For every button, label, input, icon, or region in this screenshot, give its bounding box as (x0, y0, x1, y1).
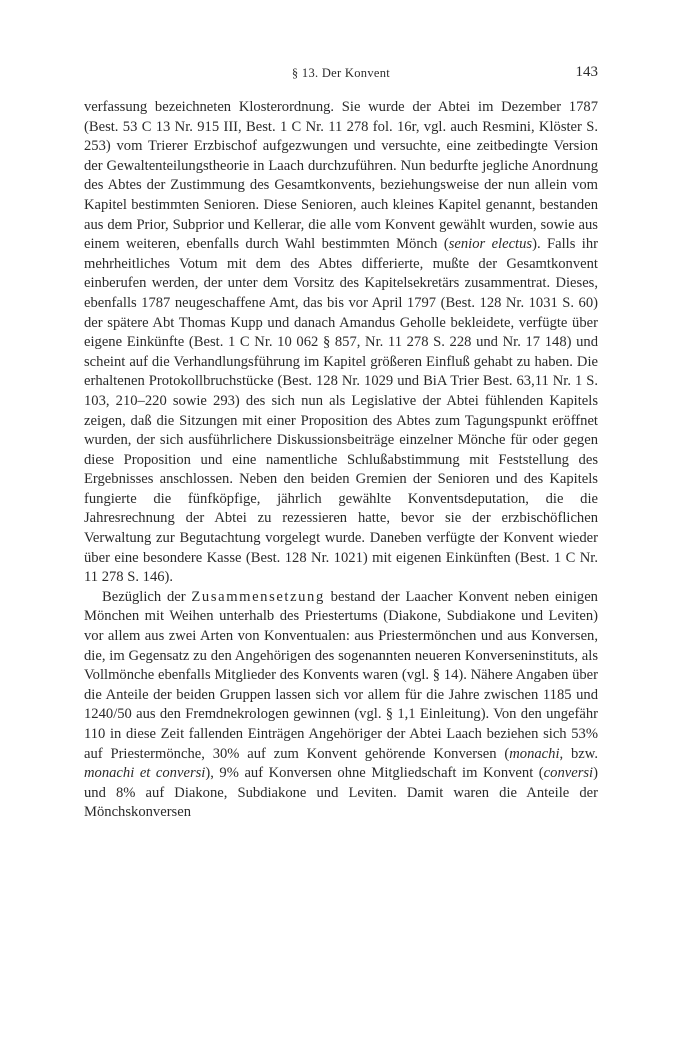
running-head (84, 64, 598, 84)
text-run: ), 9% auf Konversen ohne Mitgliedschaft im Konvent ( (205, 765, 544, 782)
paragraph (84, 98, 598, 588)
text-run: ) und 8% auf Diakone, Subdiakone und Leviten. Damit waren die Anteile der Mönchskonversen (84, 765, 598, 821)
latin-term: conversi (543, 765, 594, 782)
latin-term: monachi (509, 745, 560, 762)
paragraph (84, 588, 598, 823)
latin-term: senior electus (448, 236, 533, 253)
spaced-emphasis: Zusammensetzung (191, 588, 325, 605)
body-text (84, 98, 598, 823)
text-run: Bezüglich der (102, 588, 192, 605)
running-title: § 13. Der Konvent (291, 66, 391, 80)
text-run: ). Falls ihr mehrheitliches Votum mit dem des Abtes differierte, mußte der Gesamtkonvent einberufen werden, der unter dem Vorsitz des Kapitelsekretärs zusammentrat. Dieses, ebenfalls 1787 neugeschaffene Amt, das bis vor April 1797 (Best. 128 Nr. 1031 S. 60) der spätere Abt Thomas Kupp und danach Amandus Geholle bekleidete, verfügte über eigene Einkünfte (Best. 1 C Nr. 10 062 § 857, Nr. 11 278 S. 228 und Nr. 17 148) und scheint auf die Verhandlungsführung im Kapitel größeren Einfluß gehabt zu haben. Die erhaltenen Protokollbruchstücke (Best. 128 Nr. 1029 und BiA Trier Best. 63,11 Nr. 1 S. 103, 210–220 sowie 293) des sich nun als Legislative der Abtei fühlenden Kapitels zeigen, daß die Sitzungen mit einer Proposition des Abtes zum Tagungspunkt eröffnet wurden, der sich ausführlichere Diskussionsbeiträge einzelner Mönche für oder gegen diese Proposition und eine namentliche Schlußabstimmung mit Feststellung des Ergebnisses anschlossen. Neben den beiden Gremien der Senioren und des Kapitels fungierte die fünfköpfige, jährlich gewählte Konventsdeputation, die die Jahresrechnung der Abtei zu rezessieren hatte, bevor sie der erzbischöflichen Verwaltung zur Begutachtung vorgelegt wurde. Daneben verfügte der Konvent wieder über eine besondere Kasse (Best. 128 Nr. 1021) mit eigenen Einkünften (Best. 1 C Nr. 11 278 S. 146). (84, 236, 598, 586)
text-run: bestand der Laacher Konvent neben einigen Mönchen mit Weihen unterhalb des Priestertums (Diakone, Subdiakone und Leviten) vor allem aus zwei Arten von Konventualen: aus Priestermönchen und aus Konversen, die, im Gegensatz zu den Angehörigen des sogenannten neueren Konverseninstituts, als Vollmönche ebenfalls Mitglieder des Konvents waren (vgl. § 14). Nähere Angaben über die Anteile der beiden Gruppen lassen sich vor allem für die Jahre zwischen 1185 und 1240/50 aus den Fremdnekrologen gewinnen (vgl. § 1,1 Einleitung). Von den ungefähr 110 in diese Zeit fallenden Einträgen Angehöriger der Abtei Laach beziehen sich 53% auf Priestermönche, 30% auf zum Konvent gehörende Konversen ( (84, 588, 598, 762)
text-run: verfassung bezeichneten Klosterordnung. Sie wurde der Abtei im Dezember 1787 (Best. 53 C 13 Nr. 915 III, Best. 1 C Nr. 11 278 fol. 16r, vgl. auch Resmini, Klöster S. 253) vom Trierer Erzbischof aufgezwungen und versuchte, eine zeitbedingte Version der Gewaltenteilungstheorie in Laach durchzuführen. Nun bedurfte jegliche Anordnung des Abtes der Zustimmung des Gesamtkonvents, beziehungsweise der nun allein vom Kapitel bestimmten Senioren. Diese Senioren, auch kleines Kapitel genannt, bestanden aus dem Prior, Subprior und Kellerar, die alle vom Konvent gewählt wurden, sowie aus einem weiteren, ebenfalls durch Wahl bestimmten Mönch ( (84, 99, 598, 253)
text-run: , bzw. (559, 745, 598, 762)
page-number: 143 (575, 64, 598, 80)
latin-term: monachi et conversi (84, 765, 206, 782)
